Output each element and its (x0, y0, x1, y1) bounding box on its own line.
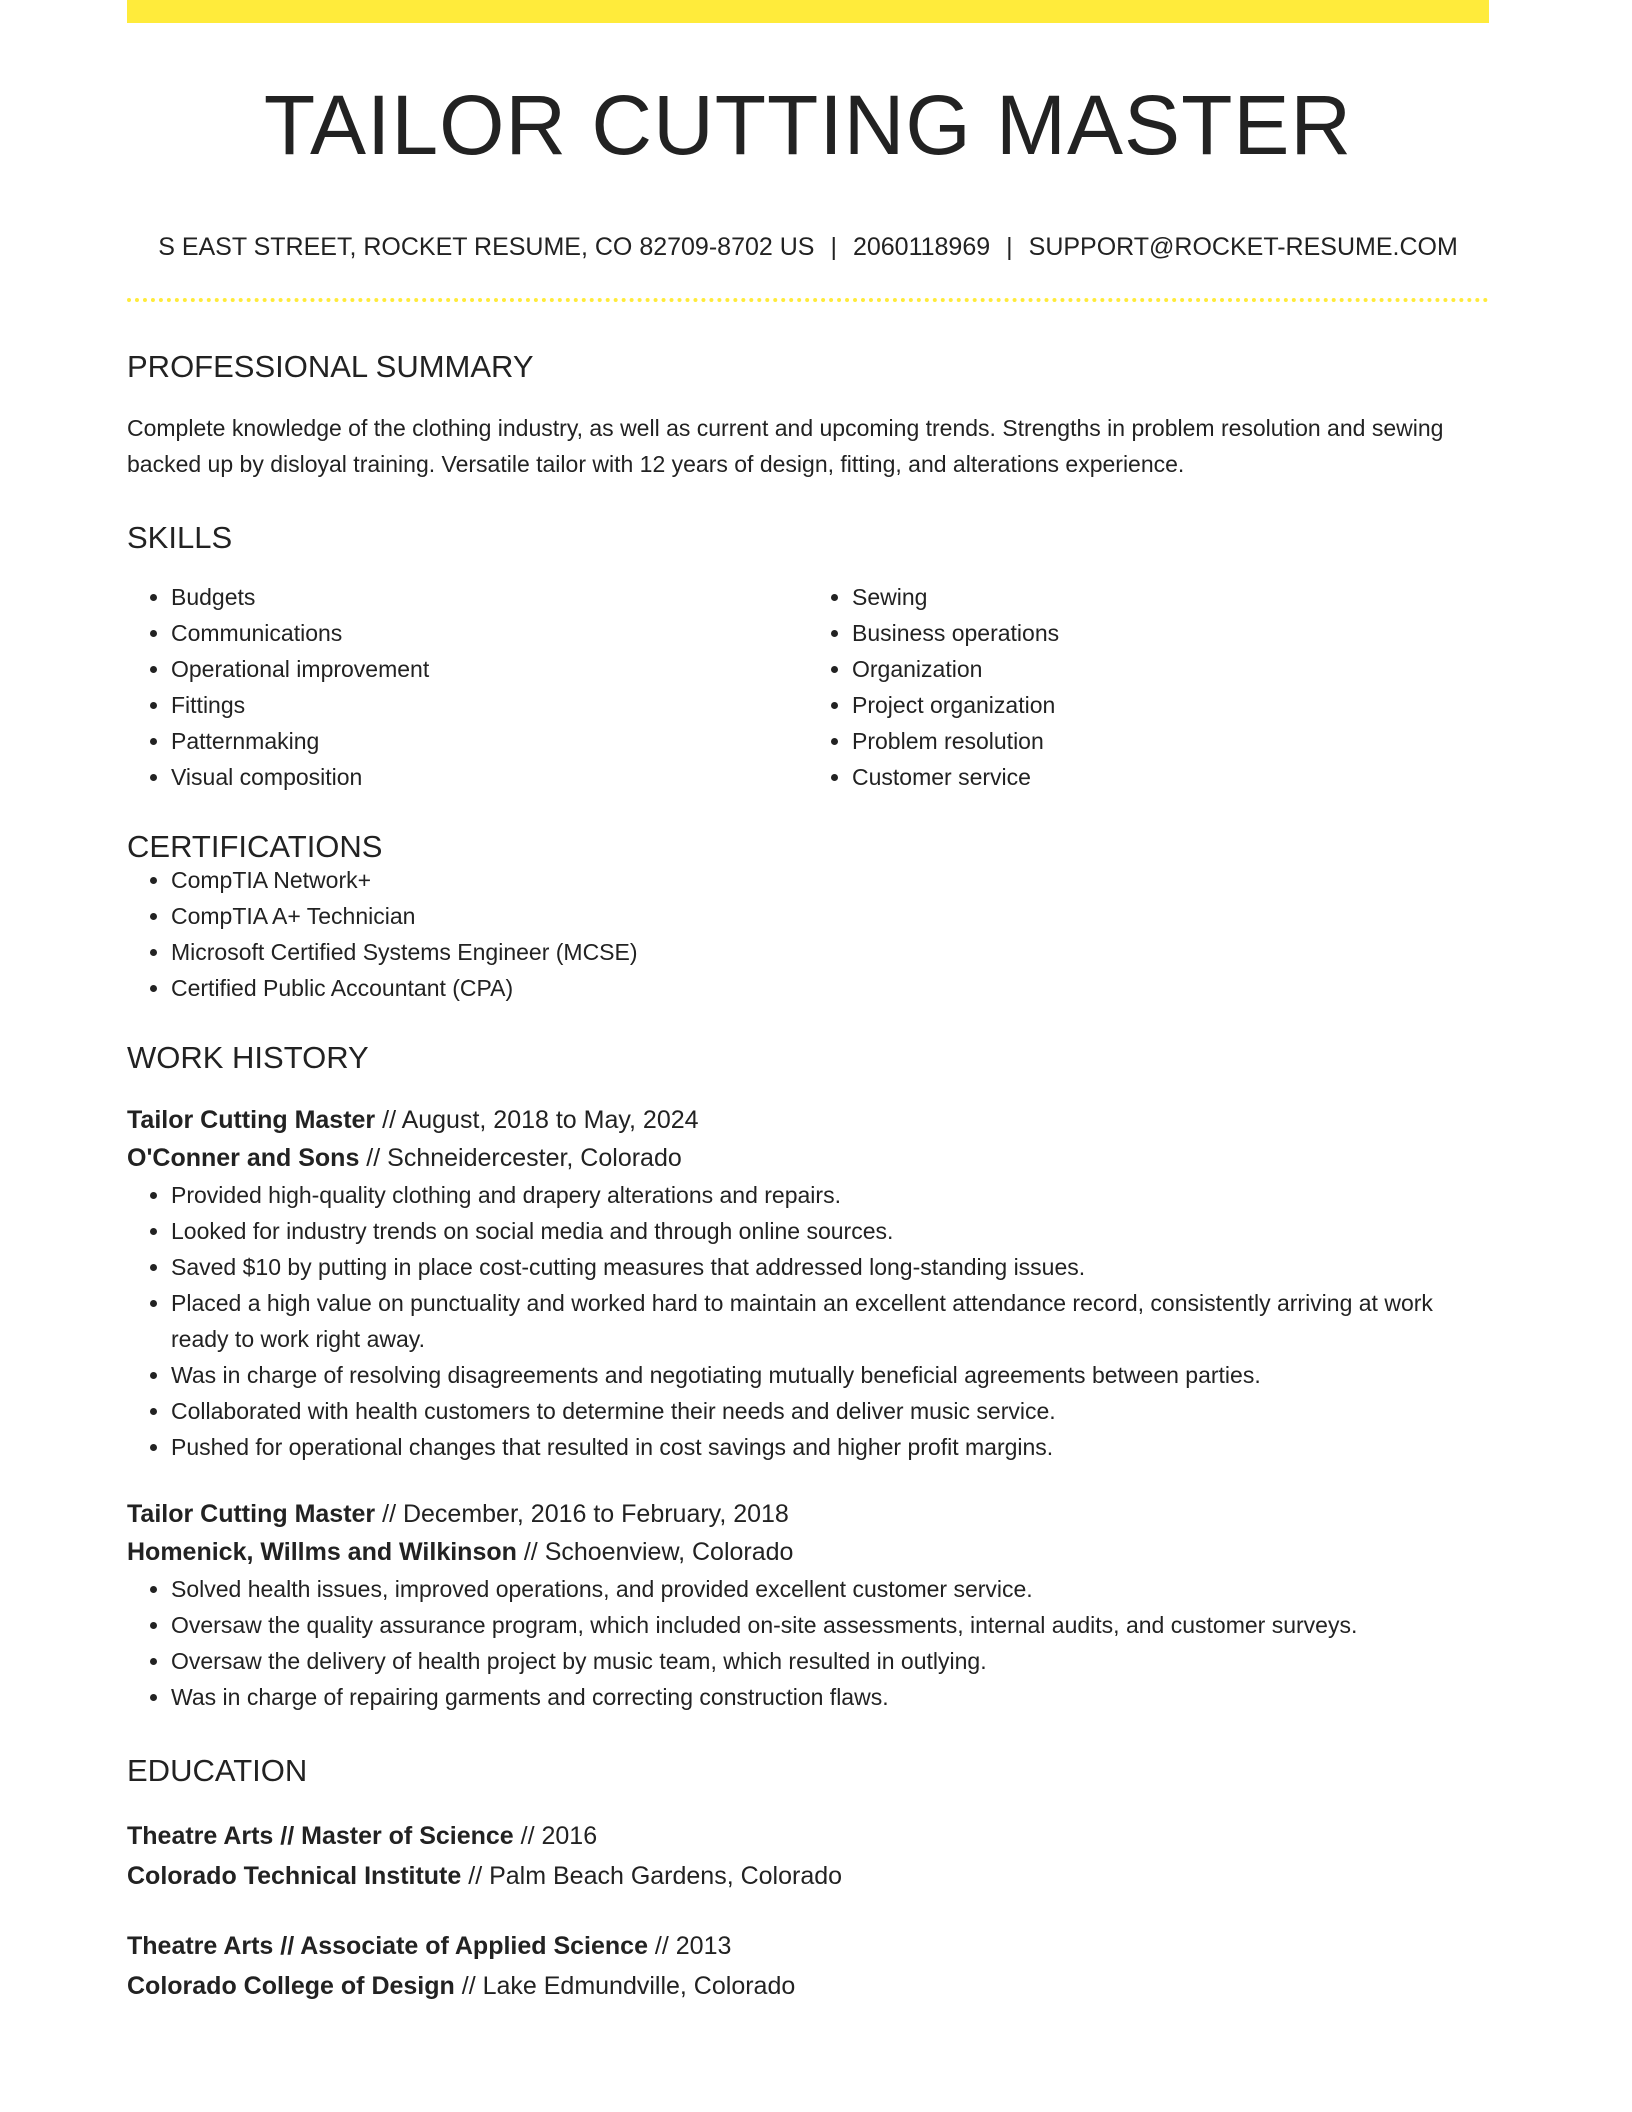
job-duty: • Solved health issues, improved operations, and provided excellent customer service. (171, 1571, 1489, 1607)
job-title-line (127, 1495, 1489, 1533)
education-school: Colorado College of Design (127, 1972, 455, 2000)
skill-item: • Patternmaking (171, 723, 808, 759)
summary-text: Complete knowledge of the clothing industry, as well as current and upcoming trends. Strengths in problem resolution and sewing backed up by disloyal training. Versatile tailor with 12 years of design, fitting, and alterations experience. (127, 415, 1444, 477)
contact-address: S EAST STREET, ROCKET RESUME, CO 82709-8702 US (158, 233, 815, 261)
education-school: Colorado Technical Institute (127, 1862, 462, 1890)
contact-separator: | (1006, 233, 1013, 261)
job-duty: • Pushed for operational changes that resulted in cost savings and higher profit margins. (171, 1429, 1489, 1465)
job-duty: • Saved $10 by putting in place cost-cutting measures that addressed long-standing issues. (171, 1249, 1489, 1285)
job-title-line (127, 1101, 1489, 1139)
skill-item: • Fittings (171, 687, 808, 723)
education-heading: EDUCATION (127, 1753, 308, 1788)
certification-item: • Microsoft Certified Systems Engineer (MCSE) (171, 934, 1489, 970)
contact-phone: 2060118969 (852, 233, 991, 261)
job-dates: // December, 2016 to February, 2018 (375, 1500, 789, 1528)
education-school-line (127, 1966, 1489, 2006)
contact-line (127, 235, 1489, 260)
education-entry (127, 1816, 1489, 1896)
skills-grid (127, 579, 1489, 795)
job-duty: • Collaborated with health customers to determine their needs and deliver music service. (171, 1393, 1489, 1429)
job-role: Tailor Cutting Master (127, 1500, 376, 1528)
summary-heading: PROFESSIONAL SUMMARY (127, 349, 534, 384)
certification-item: • CompTIA Network+ (171, 862, 1489, 898)
job-location: // Schoenview, Colorado (516, 1538, 794, 1566)
education-entry (127, 1926, 1489, 2006)
job-role: Tailor Cutting Master (127, 1106, 376, 1134)
skill-item: • Sewing (852, 579, 1489, 615)
job-duty: • Placed a high value on punctuality and worked hard to maintain an excellent attendance record, consistently arriving at work ready to work right away. (171, 1285, 1489, 1357)
job-dates: // August, 2018 to May, 2024 (375, 1106, 699, 1134)
skill-item: • Business operations (852, 615, 1489, 651)
skill-item: • Budgets (171, 579, 808, 615)
dotted-divider (127, 298, 1489, 302)
skill-item: • Operational improvement (171, 651, 808, 687)
certification-item: • Certified Public Accountant (CPA) (171, 970, 1489, 1006)
education-degree-line (127, 1816, 1489, 1856)
education-degree-line (127, 1926, 1489, 1966)
job-duty: • Provided high-quality clothing and drapery alterations and repairs. (171, 1177, 1489, 1213)
job-duties-list (127, 1571, 1489, 1715)
job-location: // Schneidercester, Colorado (359, 1144, 682, 1172)
job-duty: • Oversaw the quality assurance program, which included on-site assessments, internal audits, and customer surveys. (171, 1607, 1489, 1643)
education-degree: Theatre Arts // Associate of Applied Science (127, 1932, 648, 1960)
job-duties-list (127, 1177, 1489, 1465)
education-year: // 2016 (513, 1822, 598, 1850)
skills-list-right (808, 579, 1489, 795)
education-location: // Lake Edmundville, Colorado (454, 1972, 796, 2000)
resume-name: TAILOR CUTTING MASTER (263, 78, 1353, 172)
job-entry (127, 1101, 1489, 1465)
skill-item: • Project organization (852, 687, 1489, 723)
skills-heading: SKILLS (127, 520, 233, 555)
contact-email[interactable]: SUPPORT@ROCKET-RESUME.COM (1028, 233, 1458, 261)
skills-list-left (127, 579, 808, 795)
top-accent-bar (127, 0, 1489, 23)
education-location: // Palm Beach Gardens, Colorado (461, 1862, 843, 1890)
skill-item: • Visual composition (171, 759, 808, 795)
education-degree: Theatre Arts // Master of Science (127, 1822, 514, 1850)
skill-item: • Communications (171, 615, 808, 651)
job-company-line (127, 1139, 1489, 1177)
job-duty: • Looked for industry trends on social media and through online sources. (171, 1213, 1489, 1249)
certifications-list (127, 862, 1489, 1006)
job-duty: • Oversaw the delivery of health project by music team, which resulted in outlying. (171, 1643, 1489, 1679)
resume-page (127, 0, 1489, 2006)
job-company: Homenick, Willms and Wilkinson (127, 1538, 517, 1566)
certification-item: • CompTIA A+ Technician (171, 898, 1489, 934)
skill-item: • Problem resolution (852, 723, 1489, 759)
education-school-line (127, 1856, 1489, 1896)
job-duty: • Was in charge of repairing garments and correcting construction flaws. (171, 1679, 1489, 1715)
skill-item: • Organization (852, 651, 1489, 687)
job-company-line (127, 1533, 1489, 1571)
job-entry (127, 1495, 1489, 1715)
job-duty: • Was in charge of resolving disagreements and negotiating mutually beneficial agreements between parties. (171, 1357, 1489, 1393)
education-year: // 2013 (647, 1932, 732, 1960)
job-company: O'Conner and Sons (127, 1144, 360, 1172)
certifications-heading: CERTIFICATIONS (127, 829, 383, 864)
work-history-heading: WORK HISTORY (127, 1040, 369, 1075)
skill-item: • Customer service (852, 759, 1489, 795)
contact-separator: | (830, 233, 837, 261)
